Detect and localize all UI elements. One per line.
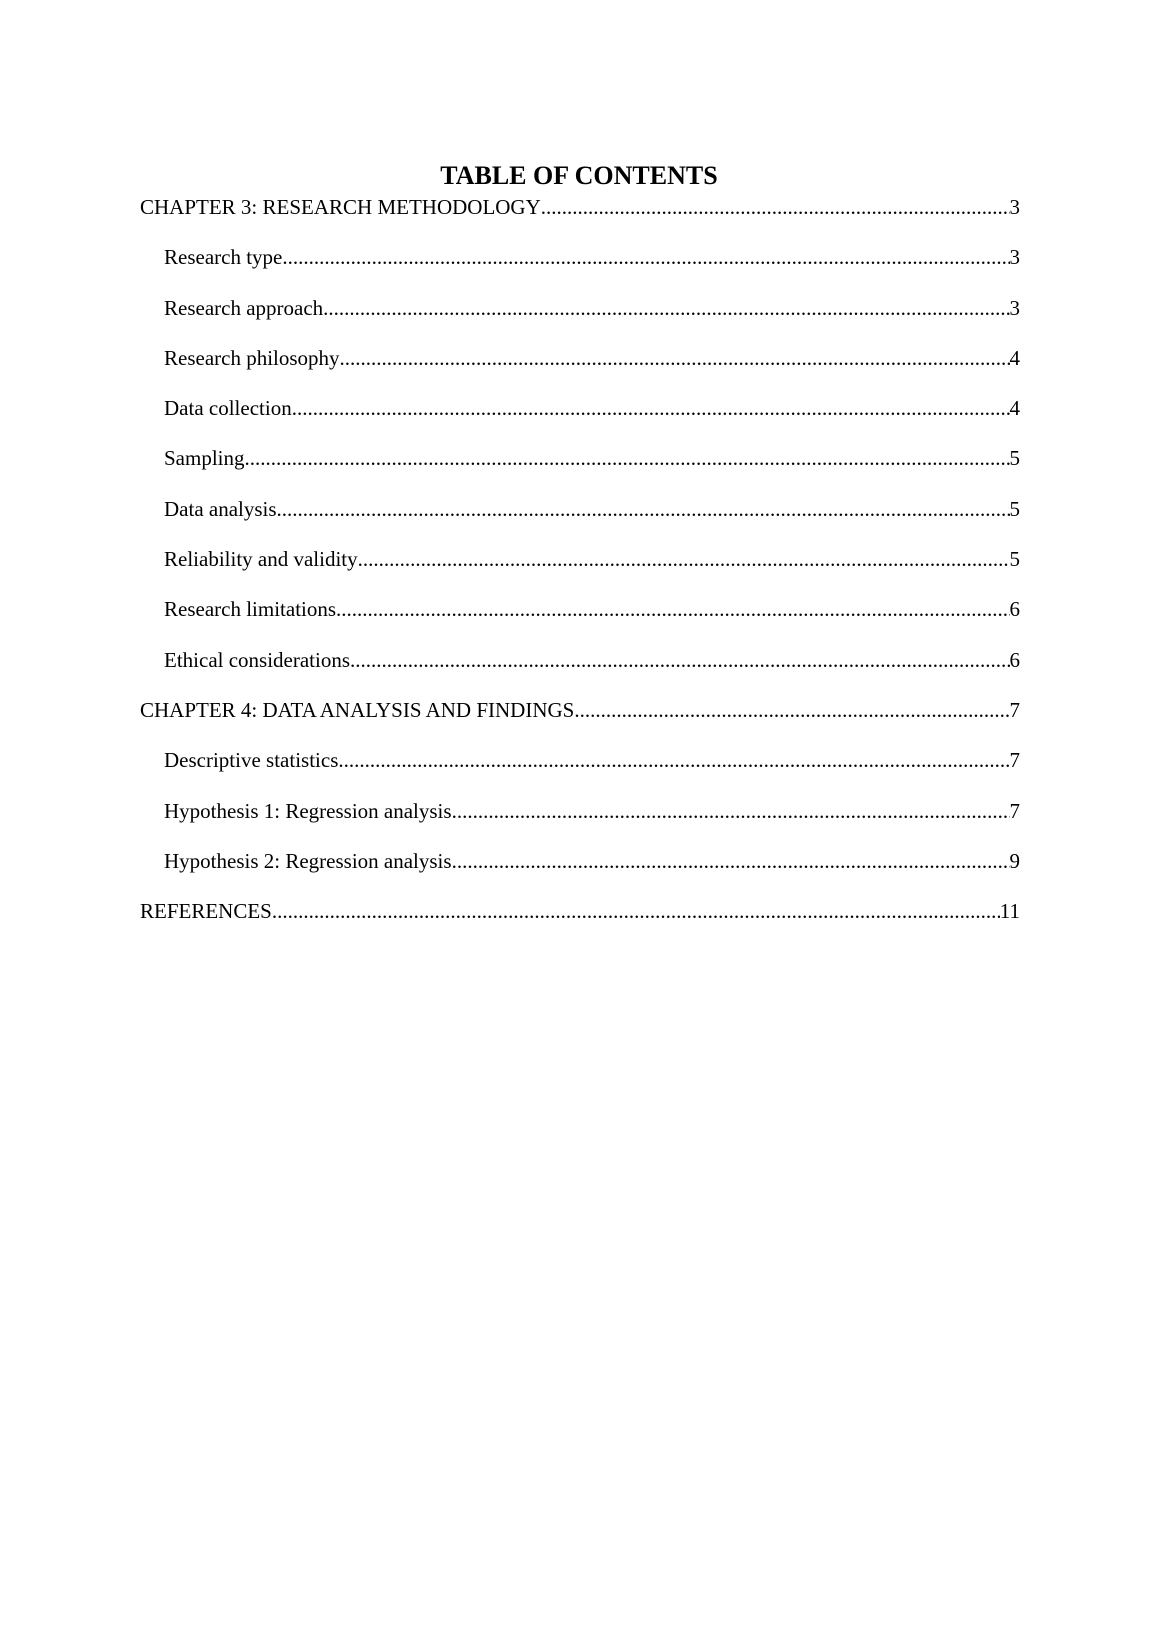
toc-title: TABLE OF CONTENTS (440, 161, 718, 190)
toc-dot-leader (272, 897, 1000, 925)
toc-entry-page: 5 (1009, 496, 1020, 521)
toc-entry-label: CHAPTER 4: DATA ANALYSIS AND FINDINGS (140, 697, 575, 722)
toc-entry-label: Data analysis (164, 496, 277, 521)
toc-entry-ethical-considerations[interactable] (140, 646, 1020, 696)
toc-entry-label: Research type (164, 245, 283, 270)
toc-entry-data-collection[interactable] (140, 394, 1020, 444)
toc-entry-descriptive-statistics[interactable] (140, 746, 1020, 796)
toc-entry-research-limitations[interactable] (140, 595, 1020, 645)
toc-entry-hypothesis-2[interactable] (140, 847, 1020, 897)
toc-entry-references[interactable] (140, 897, 1020, 947)
toc-entry-label: Descriptive statistics (164, 748, 339, 773)
toc-entry-page: 7 (1009, 798, 1020, 823)
toc-entry-page: 7 (1009, 697, 1020, 722)
toc-entry-label: Reliability and validity (164, 547, 358, 572)
toc-entry-label: Research limitations (164, 597, 337, 622)
toc-entry-page: 4 (1009, 345, 1020, 370)
toc-entry-chapter-4[interactable] (140, 696, 1020, 746)
toc-entry-label: Hypothesis 1: Regression analysis (164, 798, 452, 823)
toc-entry-page: 6 (1009, 647, 1020, 672)
toc-dot-leader (541, 193, 1010, 221)
toc-entry-page: 4 (1009, 396, 1020, 421)
toc-entry-chapter-3[interactable] (140, 193, 1020, 243)
toc-entry-page: 3 (1009, 245, 1020, 270)
toc-dot-leader (452, 797, 1010, 825)
toc-dot-leader (338, 746, 1009, 774)
toc-entry-label: Research philosophy (164, 345, 340, 370)
toc-entry-label: Data collection (164, 396, 292, 421)
toc-entry-page: 7 (1009, 748, 1020, 773)
toc-dot-leader (282, 243, 1009, 271)
toc-entry-page: 11 (999, 899, 1020, 924)
toc-entry-reliability-and-validity[interactable] (140, 545, 1020, 595)
toc-dot-leader (292, 394, 1010, 422)
toc-entry-sampling[interactable] (140, 444, 1020, 494)
toc-entry-page: 5 (1009, 547, 1020, 572)
toc-entry-label: Ethical considerations (164, 647, 351, 672)
toc-entry-page: 3 (1009, 295, 1020, 320)
toc-entry-hypothesis-1[interactable] (140, 797, 1020, 847)
toc-dot-leader (358, 545, 1010, 573)
toc-entry-page: 3 (1009, 195, 1020, 219)
toc-entry-research-approach[interactable] (140, 294, 1020, 344)
toc-entry-label: REFERENCES (140, 899, 272, 924)
toc-entry-page: 9 (1009, 848, 1020, 873)
toc-dot-leader (336, 595, 1009, 623)
toc-dot-leader (340, 344, 1010, 372)
toc-entry-research-philosophy[interactable] (140, 344, 1020, 394)
toc-entry-label: Sampling (164, 446, 245, 471)
toc-dot-leader (350, 646, 1009, 674)
toc-entry-label: Hypothesis 2: Regression analysis (164, 848, 452, 873)
toc-entry-data-analysis[interactable] (140, 495, 1020, 545)
toc-entry-label: Research approach (164, 295, 324, 320)
toc-entry-page: 6 (1009, 597, 1020, 622)
toc-dot-leader (452, 847, 1010, 875)
toc-list (140, 193, 1020, 947)
toc-dot-leader (277, 495, 1010, 523)
toc-entry-page: 5 (1009, 446, 1020, 471)
toc-entry-label: CHAPTER 3: RESEARCH METHODOLOGY (140, 195, 541, 219)
toc-dot-leader (574, 696, 1009, 724)
toc-dot-leader (323, 294, 1009, 322)
toc-entry-research-type[interactable] (140, 243, 1020, 293)
toc-dot-leader (245, 444, 1010, 472)
